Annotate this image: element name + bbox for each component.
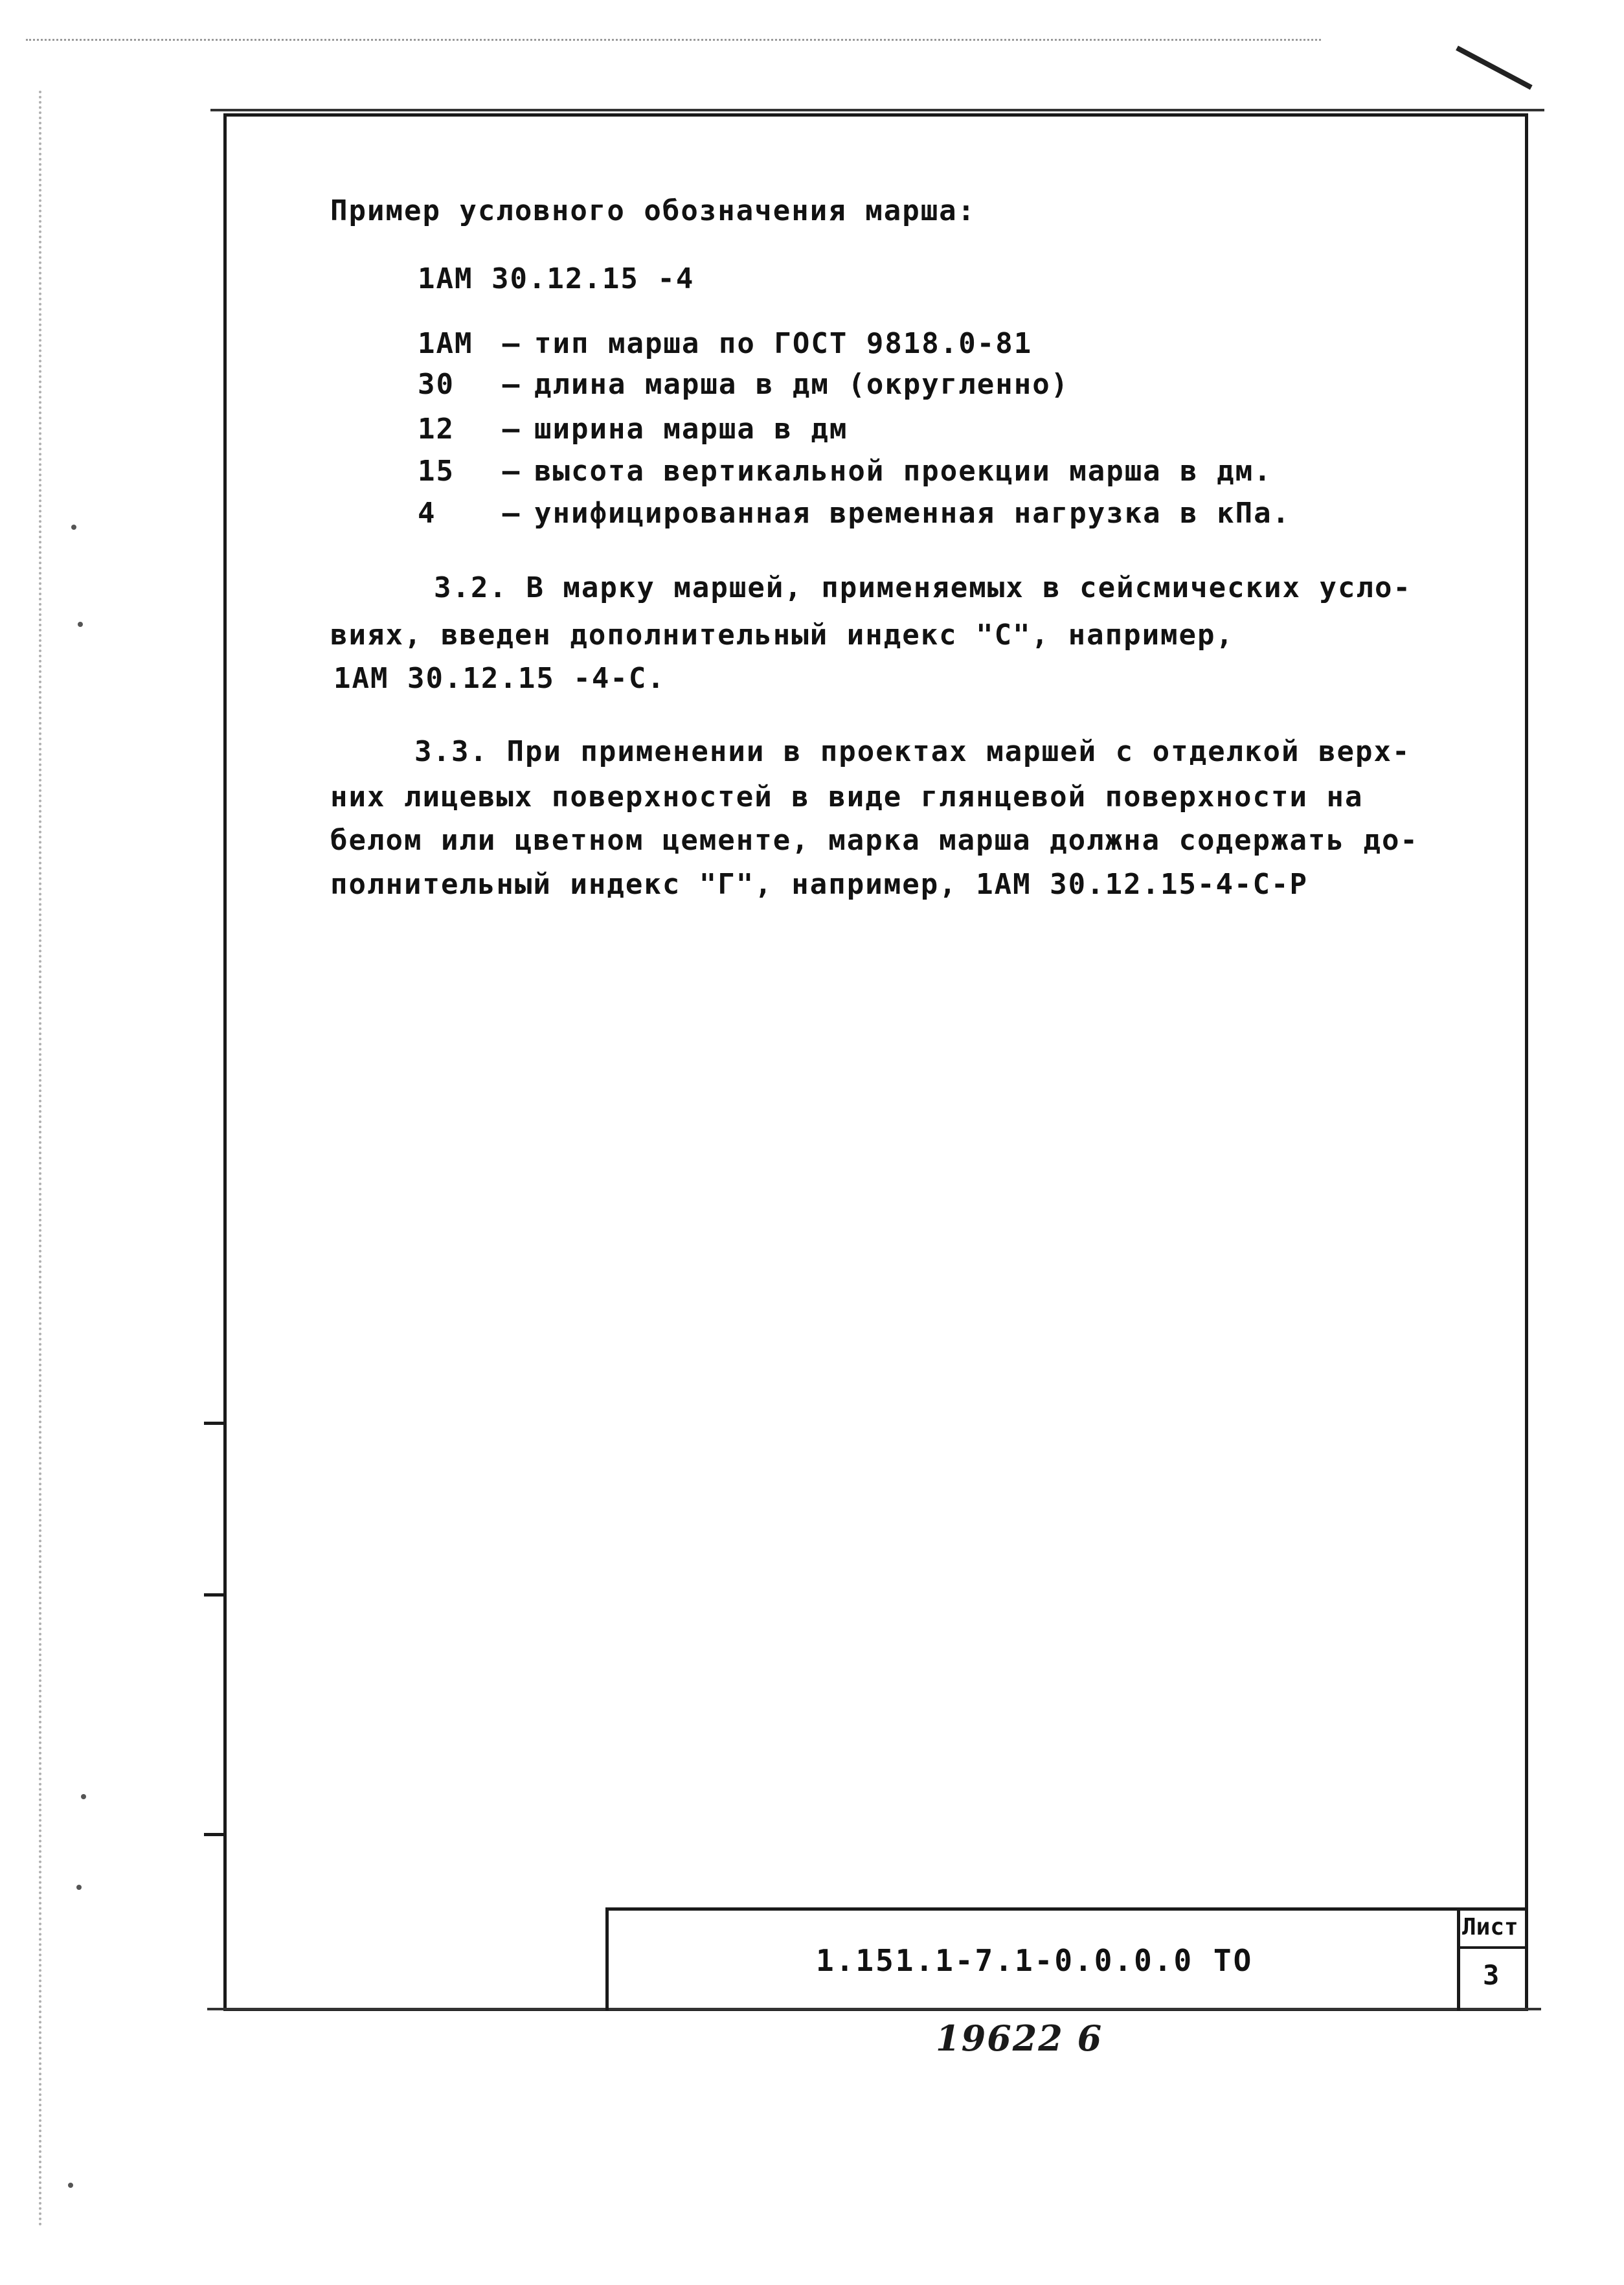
definition-row xyxy=(418,368,1069,401)
definition-key: 12 xyxy=(418,413,455,446)
scan-speck xyxy=(76,1885,82,1890)
paragraph-3-3-line: 3.3. При применении в проектах маршей с отделкой верх- xyxy=(414,735,1411,768)
paragraph-3-2-line: 1АМ 30.12.15 -4-С. xyxy=(333,662,666,695)
definition-text: высота вертикальной проекции марша в дм. xyxy=(534,455,1272,488)
binding-tick xyxy=(204,1422,225,1425)
definition-row xyxy=(418,413,848,446)
paragraph-3-3-line: них лицевых поверхностей в виде глянцевой поверхности на xyxy=(330,780,1364,813)
sheet-cell-divider xyxy=(1457,1946,1528,1949)
definition-text: тип марша по ГОСТ 9818.0-81 xyxy=(534,327,1033,360)
paragraph-3-3-line: полнительный индекс "Г", например, 1АМ 30.12.15-4-С-Р xyxy=(330,868,1308,901)
scan-noise-top xyxy=(26,39,1321,41)
definition-key: 4 xyxy=(418,497,436,530)
example-designation: 1АМ 30.12.15 -4 xyxy=(418,262,695,295)
scan-speck xyxy=(81,1794,86,1799)
definition-dash: – xyxy=(502,455,521,488)
scan-speck xyxy=(78,622,83,627)
scan-left-margin-noise xyxy=(39,91,41,2228)
sheet-label: Лист xyxy=(1462,1914,1518,1940)
definition-key: 15 xyxy=(418,455,455,488)
scan-corner-mark xyxy=(1456,45,1533,89)
definition-text: ширина марша в дм xyxy=(534,413,848,446)
definition-row xyxy=(418,497,1291,530)
definition-dash: – xyxy=(502,368,521,401)
definition-dash: – xyxy=(502,497,521,530)
definition-row xyxy=(418,455,1272,488)
definition-key: 1АМ xyxy=(418,327,473,360)
scan-speck xyxy=(68,2183,73,2188)
document-heading: Пример условного обозначения марша: xyxy=(330,194,976,227)
definition-row xyxy=(418,327,1032,360)
definition-text: длина марша в дм (округленно) xyxy=(534,368,1070,401)
frame-top-line xyxy=(210,109,1544,111)
definition-dash: – xyxy=(502,327,521,360)
document-code: 1.151.1-7.1-0.0.0.0 ТО xyxy=(816,1943,1254,1978)
definition-key: 30 xyxy=(418,368,455,401)
paragraph-3-2-line: виях, введен дополнительный индекс "С", например, xyxy=(330,619,1235,652)
scan-speck xyxy=(71,525,76,530)
definition-text: унифицированная временная нагрузка в кПа. xyxy=(534,497,1291,530)
sheet-number: 3 xyxy=(1483,1959,1500,1991)
handwritten-archive-number: 19622 6 xyxy=(936,2018,1103,2059)
binding-tick xyxy=(204,1593,225,1597)
definition-dash: – xyxy=(502,413,521,446)
paragraph-3-3-line: белом или цветном цементе, марка марша должна содержать до- xyxy=(330,824,1419,857)
paragraph-3-2-line: 3.2. В марку маршей, применяемых в сейсмических усло- xyxy=(434,571,1412,604)
binding-tick xyxy=(204,1833,225,1836)
